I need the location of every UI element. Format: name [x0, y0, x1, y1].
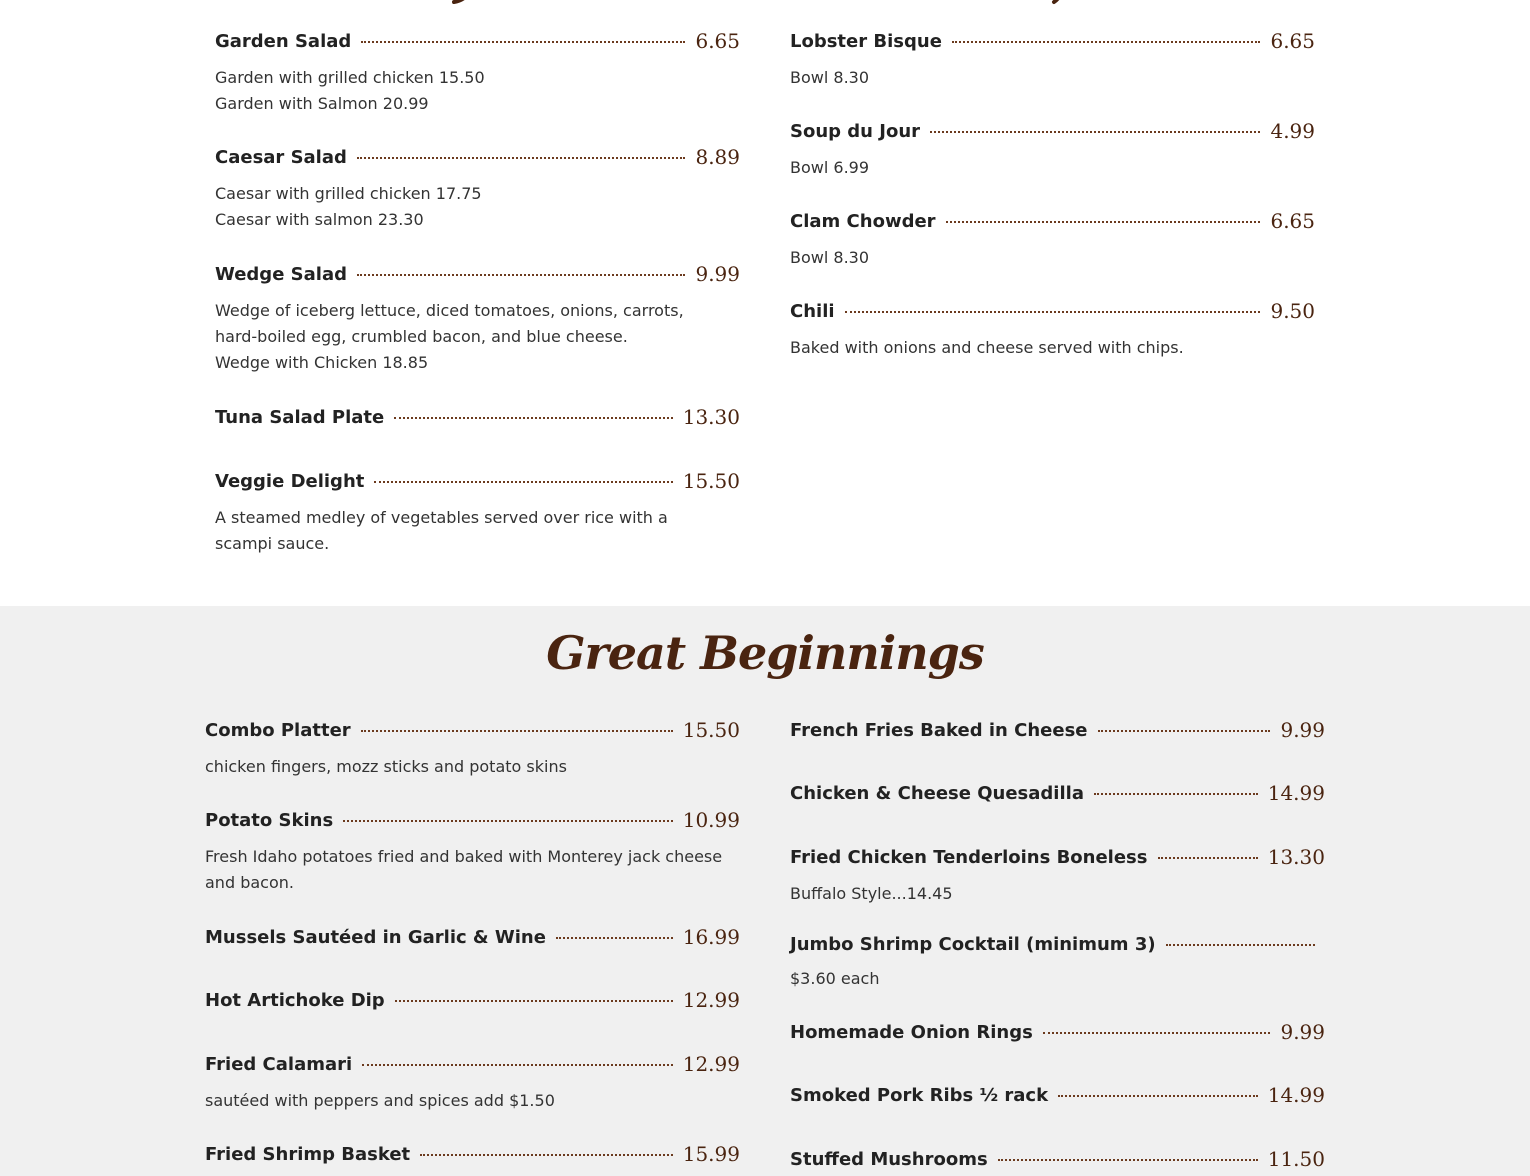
item-price: 15.99: [682, 1142, 740, 1166]
item-description: Garden with grilled chicken 15.50 Garden with Salmon 20.99: [215, 68, 485, 113]
item-name: Potato Skins: [205, 809, 334, 831]
item-description: Caesar with grilled chicken 17.75 Caesar with salmon 23.30: [215, 184, 482, 229]
item-price: 4.99: [1270, 119, 1315, 143]
leader-dots: [998, 1159, 1258, 1161]
item-name: Lobster Bisque: [790, 30, 942, 52]
item-name: Hot Artichoke Dip: [205, 989, 385, 1011]
item-price: 9.99: [695, 262, 740, 286]
item-name: Tuna Salad Plate: [215, 406, 385, 428]
leader-dots: [1158, 857, 1258, 859]
menu-item[interactable]: [205, 1049, 740, 1114]
item-name: Wedge Salad: [215, 263, 347, 285]
leader-dots: [361, 41, 685, 43]
item-description: Baked with onions and cheese served with chips.: [790, 338, 1184, 357]
item-description: Wedge of iceberg lettuce, diced tomatoes, onions, carrots, hard-boiled egg, crumbled bacon, and blue cheese. Wedge with Chicken 18.85: [215, 301, 684, 372]
leader-dots: [1058, 1095, 1258, 1097]
leader-dots: [845, 311, 1261, 313]
menu-item[interactable]: [790, 206, 1315, 271]
item-name: Combo Platter: [205, 719, 351, 741]
item-price: 14.99: [1267, 1083, 1325, 1107]
leader-dots: [420, 1154, 673, 1156]
leader-dots: [362, 1064, 673, 1066]
item-price: 8.89: [695, 145, 740, 169]
item-description: chicken fingers, mozz sticks and potato skins: [205, 757, 567, 776]
leader-dots: [1166, 944, 1315, 946]
item-description: Fresh Idaho potatoes fried and baked with Monterey jack cheese and bacon.: [205, 847, 723, 892]
item-price: 12.99: [682, 988, 740, 1012]
item-price: 9.99: [1280, 718, 1325, 742]
menu-item[interactable]: [790, 116, 1315, 181]
item-price: 15.50: [682, 469, 740, 493]
leader-dots: [343, 820, 673, 822]
item-name: Veggie Delight: [215, 470, 365, 492]
menu-item[interactable]: [790, 715, 1325, 745]
item-name: Fried Chicken Tenderloins Boneless: [790, 846, 1148, 868]
leader-dots: [374, 481, 672, 483]
item-description: Buffalo Style...14.45: [790, 884, 953, 903]
menu-item[interactable]: [215, 402, 740, 432]
leader-dots: [357, 157, 686, 159]
item-name: Mussels Sautéed in Garlic & Wine: [205, 926, 546, 948]
section-title: Great Beginnings: [546, 626, 984, 680]
item-price: 9.99: [1280, 1020, 1325, 1044]
menu-item[interactable]: [205, 985, 740, 1015]
item-name: Chili: [790, 300, 835, 322]
menu-item[interactable]: [215, 26, 740, 117]
item-price: 6.65: [1270, 29, 1315, 53]
leader-dots: [361, 730, 673, 732]
leader-dots: [395, 1000, 673, 1002]
item-name: Fried Shrimp Basket: [205, 1143, 411, 1165]
leader-dots: [556, 937, 673, 939]
menu-item[interactable]: [790, 1144, 1325, 1174]
item-name: Clam Chowder: [790, 210, 936, 232]
leader-dots: [1043, 1032, 1271, 1034]
item-name: Stuffed Mushrooms: [790, 1148, 988, 1170]
item-price: 11.50: [1267, 1147, 1325, 1171]
item-price: 12.99: [682, 1052, 740, 1076]
menu-item[interactable]: [205, 715, 740, 780]
menu-item[interactable]: [790, 778, 1325, 808]
item-description: Bowl 8.30: [790, 248, 870, 267]
soups-heading-tail: [1040, 0, 1080, 14]
menu-item[interactable]: [215, 466, 740, 557]
item-price: 6.65: [1270, 209, 1315, 233]
item-price: 15.50: [682, 718, 740, 742]
item-description: sautéed with peppers and spices add $1.50: [205, 1091, 555, 1110]
menu-item[interactable]: [215, 259, 740, 376]
item-name: Caesar Salad: [215, 146, 347, 168]
item-description: Bowl 6.99: [790, 158, 870, 177]
item-name: Homemade Onion Rings: [790, 1021, 1033, 1043]
menu-item[interactable]: [790, 1017, 1325, 1047]
item-name: Smoked Pork Ribs ½ rack: [790, 1084, 1049, 1106]
leader-dots: [930, 131, 1260, 133]
salads-heading-tail: [440, 0, 480, 14]
menu-item[interactable]: [215, 142, 740, 233]
leader-dots: [394, 417, 672, 419]
leader-dots: [357, 274, 685, 276]
leader-dots: [952, 41, 1261, 43]
item-name: Jumbo Shrimp Cocktail (minimum 3): [790, 933, 1156, 955]
item-price: 10.99: [682, 808, 740, 832]
item-name: French Fries Baked in Cheese: [790, 719, 1088, 741]
item-name: Soup du Jour: [790, 120, 921, 142]
great-beginnings-section: [0, 606, 1530, 1176]
item-price: 16.99: [682, 925, 740, 949]
menu-item[interactable]: [790, 26, 1315, 91]
leader-dots: [1094, 793, 1258, 795]
menu-item[interactable]: [790, 1080, 1325, 1110]
item-price: 13.30: [1267, 845, 1325, 869]
item-price: 13.30: [682, 405, 740, 429]
menu-item[interactable]: [205, 805, 740, 896]
item-description: $3.60 each: [790, 969, 880, 988]
item-name: Garden Salad: [215, 30, 352, 52]
item-price: 14.99: [1267, 781, 1325, 805]
menu-item[interactable]: [205, 1139, 740, 1169]
item-name: Chicken & Cheese Quesadilla: [790, 782, 1084, 804]
menu-item[interactable]: [790, 842, 1325, 907]
leader-dots: [946, 221, 1261, 223]
item-description: Bowl 8.30: [790, 68, 870, 87]
leader-dots: [1098, 730, 1271, 732]
menu-item[interactable]: [790, 296, 1315, 361]
item-price: 6.65: [695, 29, 740, 53]
menu-item[interactable]: [205, 922, 740, 952]
item-name: Fried Calamari: [205, 1053, 353, 1075]
menu-item[interactable]: [790, 929, 1315, 992]
item-price: 9.50: [1270, 299, 1315, 323]
item-description: A steamed medley of vegetables served over rice with a scampi sauce.: [215, 508, 668, 553]
